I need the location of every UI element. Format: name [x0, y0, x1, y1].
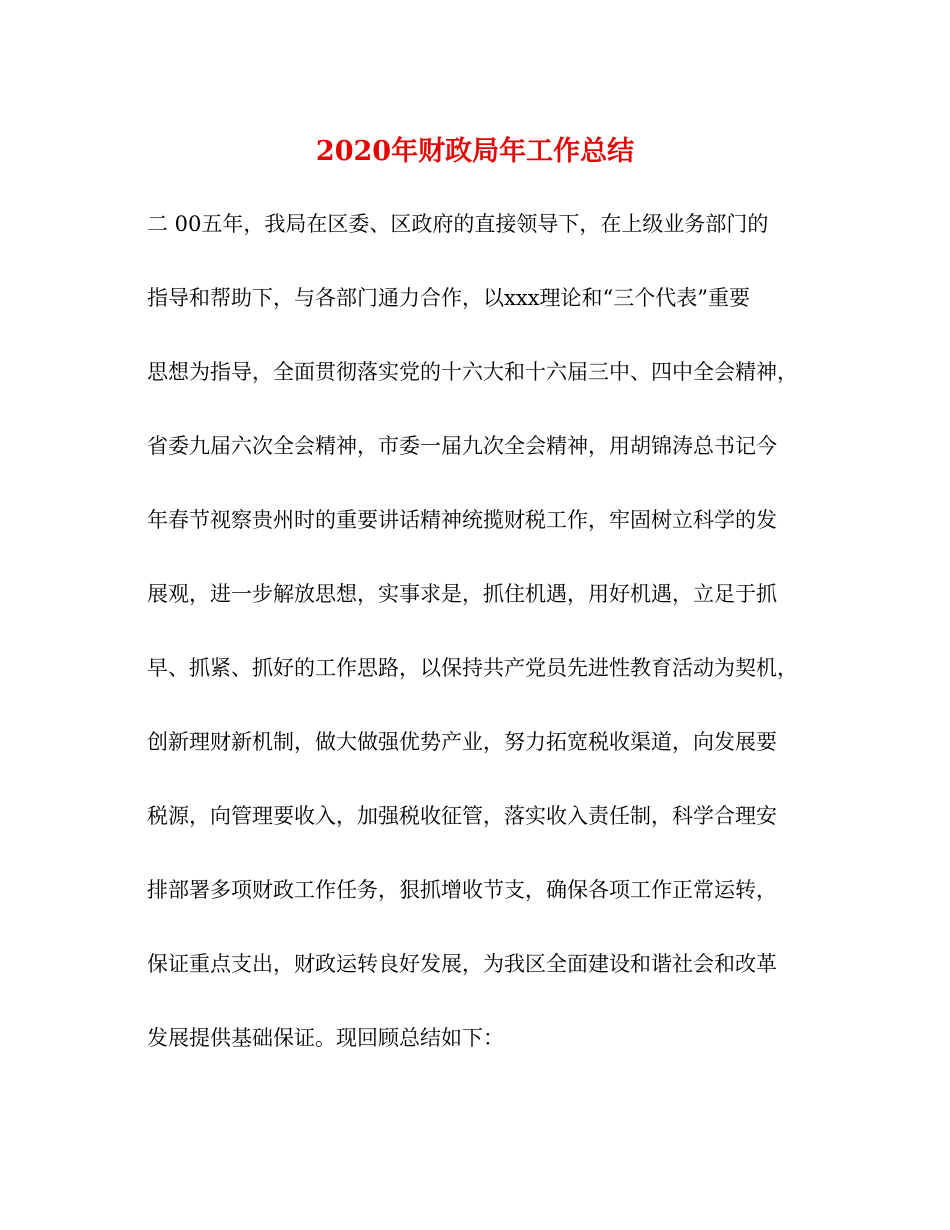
body-line: 早、抓紧、抓好的工作思路，以保持共产党员先进性教育活动为契机， [147, 656, 798, 680]
body-line: 保证重点支出，财政运转良好发展，为我区全面建设和谐社会和改革 [147, 952, 777, 976]
document-title: 2020年财政局年工作总结 [315, 136, 635, 167]
body-line: 排部署多项财政工作任务，狠抓增收节支，确保各项工作正常运转， [147, 878, 777, 902]
body-line: 发展提供基础保证。现回顾总结如下： [147, 1026, 504, 1050]
body-line: 展观，进一步解放思想，实事求是，抓住机遇，用好机遇，立足于抓 [147, 582, 777, 606]
body-line: 年春节视察贵州时的重要讲话精神统揽财税工作，牢固树立科学的发 [147, 508, 777, 532]
body-line: 创新理财新机制，做大做强优势产业，努力拓宽税收渠道，向发展要 [147, 730, 777, 754]
body-line: 省委九届六次全会精神，市委一届九次全会精神，用胡锦涛总书记今 [147, 434, 777, 458]
body-line: 指导和帮助下，与各部门通力合作，以xxx理论和“三个代表”重要 [147, 286, 750, 310]
document-body [147, 209, 827, 1097]
body-line: 税源，向管理要收入，加强税收征管，落实收入责任制，科学合理安 [147, 804, 777, 828]
body-line: 二 00五年，我局在区委、区政府的直接领导下，在上级业务部门的 [147, 212, 769, 236]
body-line: 思想为指导，全面贯彻落实党的十六大和十六届三中、四中全会精神， [147, 360, 798, 384]
